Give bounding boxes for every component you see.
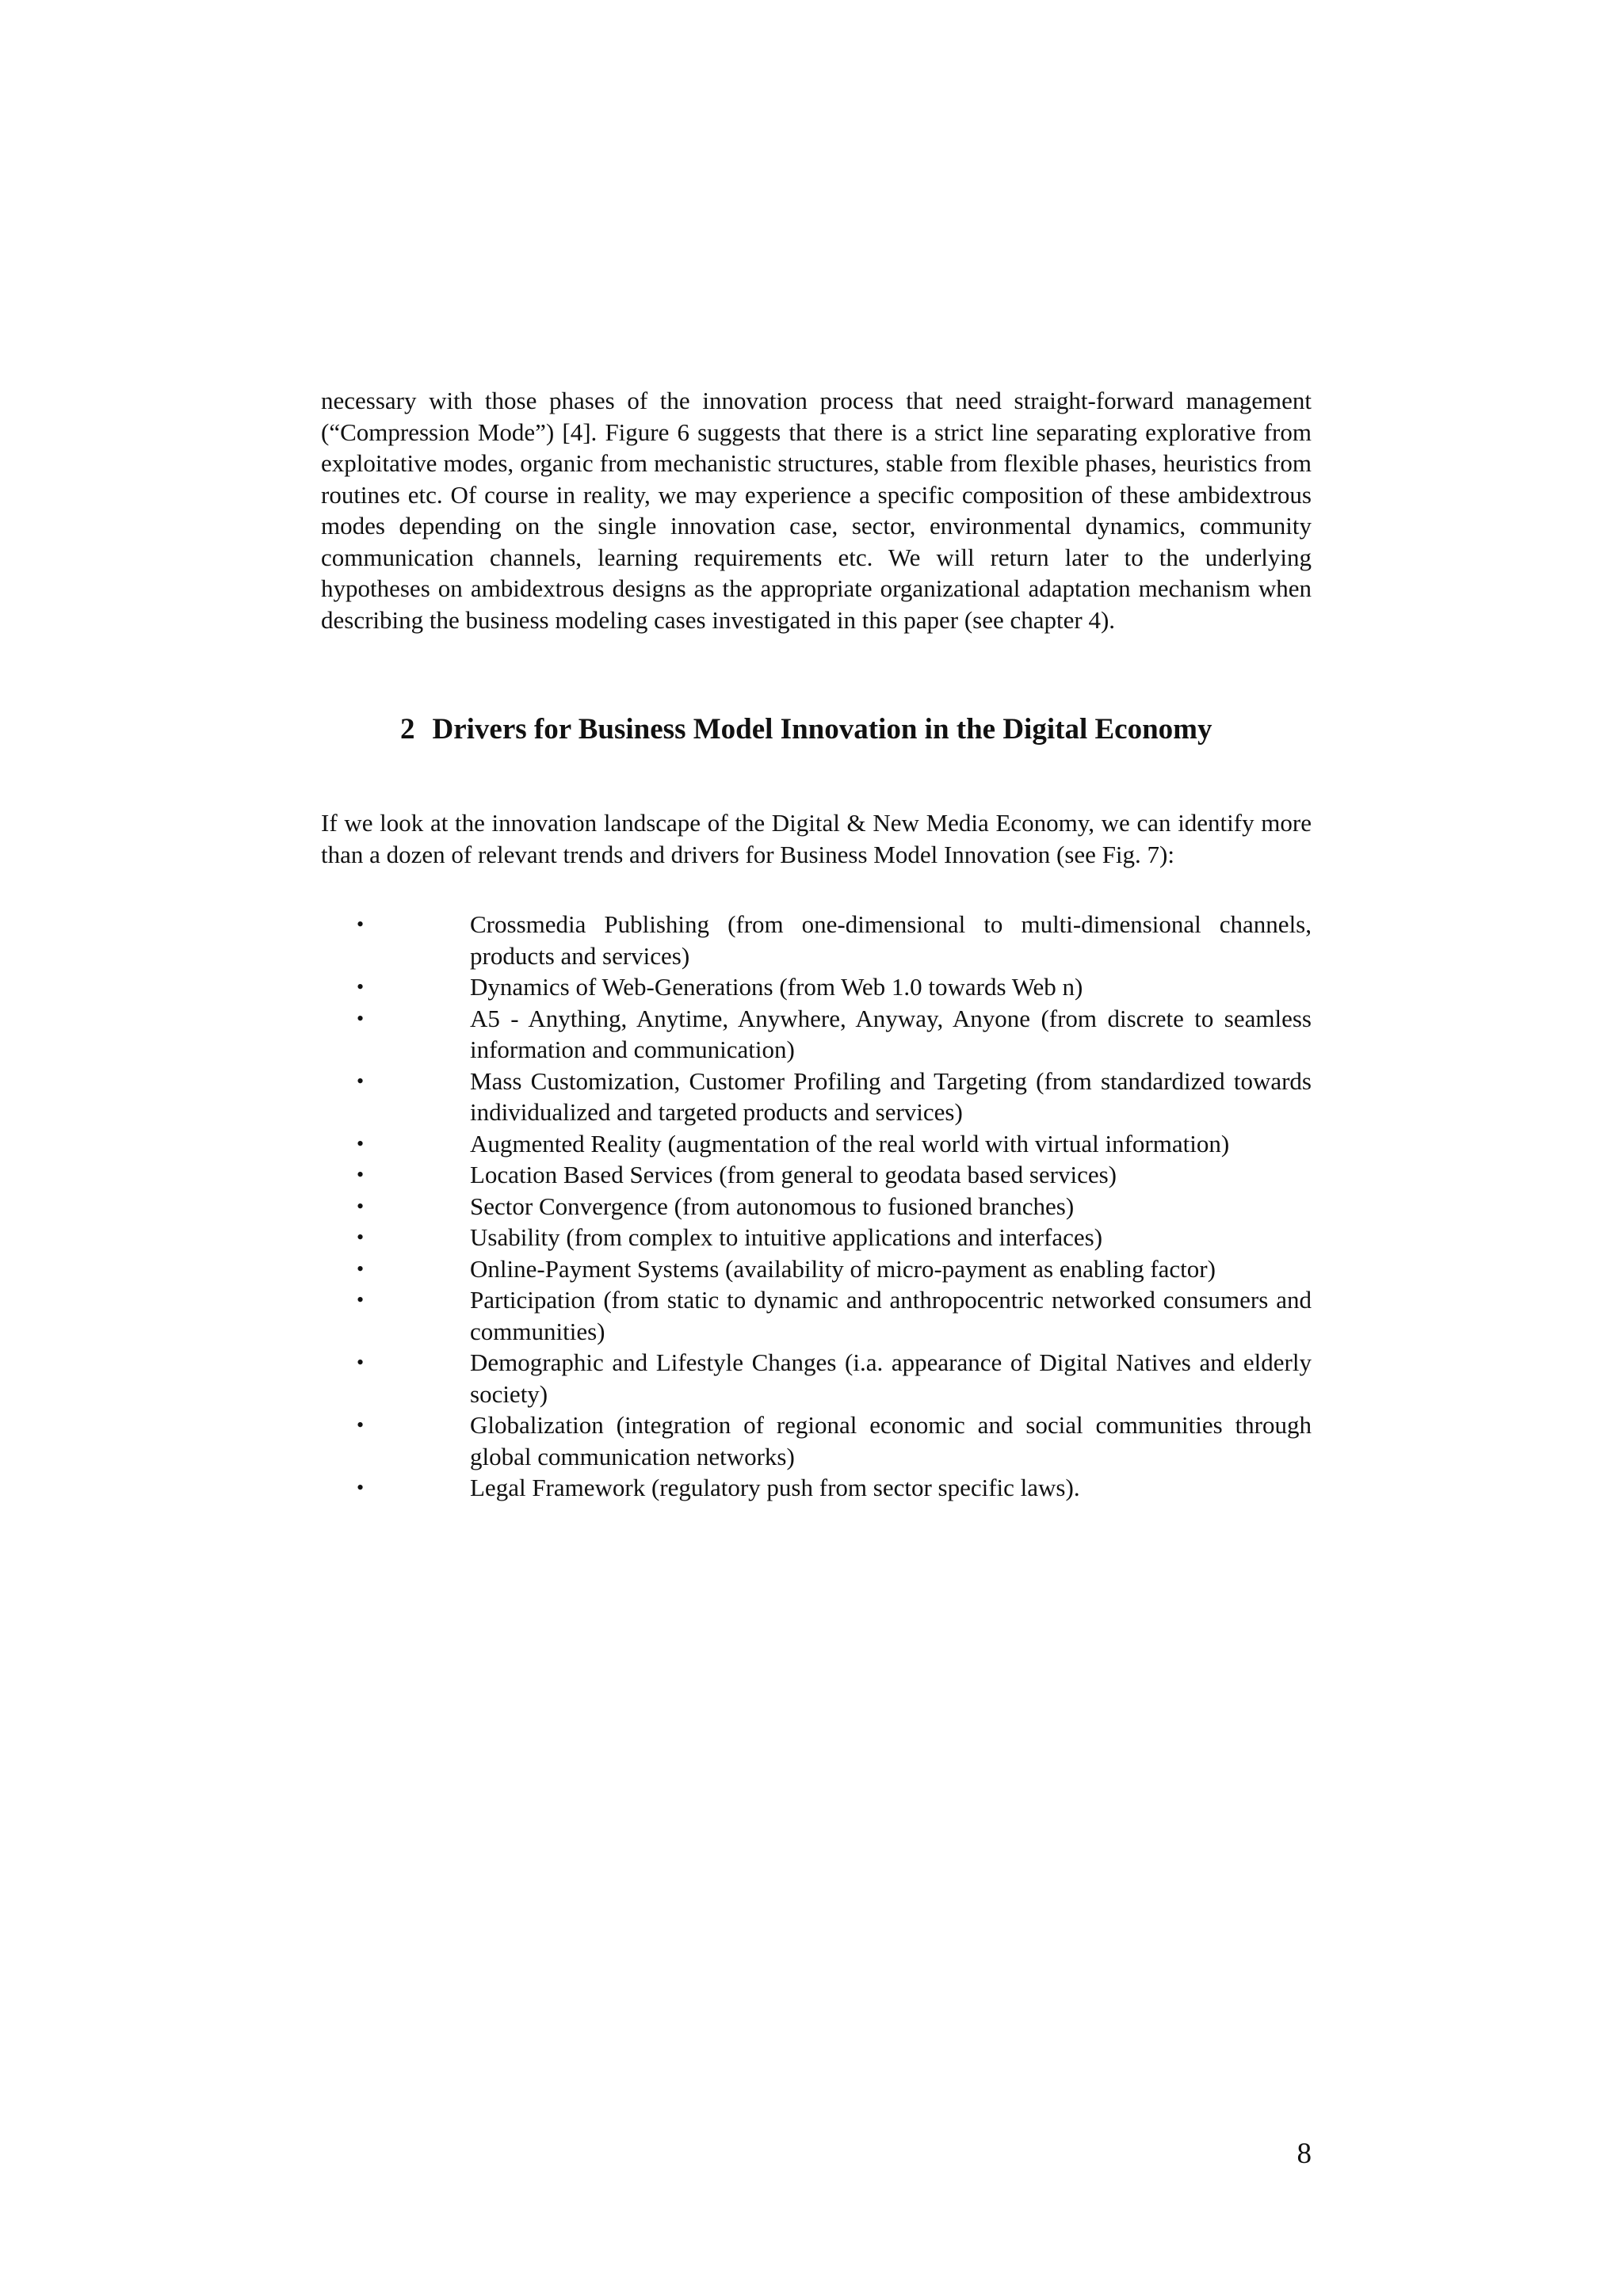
list-item-text: Crossmedia Publishing (from one-dimensional to multi-dimensional channels, products and services): [470, 910, 1312, 970]
section-title: Drivers for Business Model Innovation in the Digital Economy: [432, 713, 1212, 746]
list-item-text: A5 - Anything, Anytime, Anywhere, Anyway, Anyone (from discrete to seamless information and communication): [470, 1004, 1312, 1063]
list-item-text: Participation (from static to dynamic and anthropocentric networked consumers and communities): [470, 1286, 1312, 1345]
list-item: [321, 1409, 1312, 1472]
list-item: [321, 971, 1312, 1003]
list-item: [321, 1159, 1312, 1191]
list-item-text: Sector Convergence (from autonomous to fusioned branches): [470, 1192, 1075, 1220]
list-item-text: Location Based Services (from general to geodata based services): [470, 1161, 1117, 1188]
list-item: [321, 1128, 1312, 1160]
bullet-icon: •: [357, 1351, 365, 1374]
list-item-text: Dynamics of Web-Generations (from Web 1.0 towards Web n): [470, 973, 1083, 1001]
list-item: [321, 1253, 1312, 1285]
body-paragraph-innovation-landscape: If we look at the innovation landscape of the Digital & New Media Economy, we can identify more than a dozen of relevant trends and drivers for Business Model Innovation (see Fig. 7):: [321, 809, 1312, 868]
list-item: [321, 1347, 1312, 1409]
drivers-bullet-list: [321, 909, 1312, 1504]
bullet-icon: •: [357, 1006, 365, 1030]
body-paragraph-ambidextrous-modes: necessary with those phases of the innovation process that need straight-forward management (“Compression Mode”) [4]. Figure 6 suggests that there is a strict line separating explorative from exploitative modes, organic from mechanistic structures, stable from flexible phases, heuristics from routines etc. Of course in reality, we may experience a specific composition of these ambidextrous modes depending on the single innovation case, sector, environmental dynamics, community communication channels, learning requirements etc. We will return later to the underlying hypotheses on ambidextrous designs as the appropriate organizational adaptation mechanism when describing the business modeling cases investigated in this paper (see chapter 4).: [321, 387, 1312, 634]
list-item: [321, 1472, 1312, 1504]
bullet-icon: •: [357, 1194, 365, 1218]
bullet-icon: •: [357, 1413, 365, 1436]
page-number: 8: [1296, 2138, 1312, 2170]
bullet-icon: •: [357, 1131, 365, 1155]
section-number: 2: [400, 713, 415, 746]
list-item: [321, 1222, 1312, 1253]
bullet-icon: •: [357, 1163, 365, 1186]
list-item-text: Usability (from complex to intuitive applications and interfaces): [470, 1223, 1103, 1251]
list-item: [321, 1003, 1312, 1066]
list-item: [321, 909, 1312, 971]
section-heading: [400, 711, 1312, 748]
bullet-icon: •: [357, 913, 365, 936]
list-item-text: Mass Customization, Customer Profiling and Targeting (from standardized towards individualized and targeted products and services): [470, 1066, 1312, 1126]
bullet-icon: •: [357, 1288, 365, 1311]
list-item-text: Legal Framework (regulatory push from sector specific laws).: [470, 1474, 1080, 1501]
bullet-icon: •: [357, 1257, 365, 1280]
list-item-text: Online-Payment Systems (availability of micro-payment as enabling factor): [470, 1254, 1216, 1283]
bullet-icon: •: [357, 975, 365, 998]
bullet-icon: •: [357, 1226, 365, 1249]
list-item-text: Demographic and Lifestyle Changes (i.a. appearance of Digital Natives and elderly society): [470, 1348, 1312, 1408]
list-item: [321, 1284, 1312, 1347]
bullet-icon: •: [357, 1069, 365, 1093]
list-item: [321, 1191, 1312, 1222]
bullet-icon: •: [357, 1476, 365, 1499]
list-item-text: Augmented Reality (augmentation of the real world with virtual information): [470, 1129, 1230, 1158]
list-item: [321, 1066, 1312, 1128]
list-item-text: Globalization (integration of regional economic and social communities through global communication networks): [470, 1411, 1312, 1470]
